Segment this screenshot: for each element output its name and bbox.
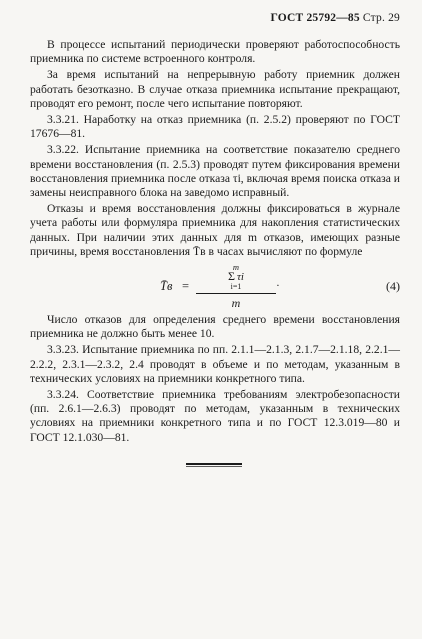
paragraph-3-3-22: 3.3.22. Испытание приемника на соответствие показателю среднего времени восстановления (п. 2.5.3) проводят путем фиксирования времени восстановления приемника после отказа τi, включая время поиска отказа и замены неисправного блока на заведомо исправный. [30, 143, 400, 200]
formula-denominator: m [231, 296, 241, 311]
formula-fraction [196, 263, 276, 310]
formula-number: (4) [386, 279, 400, 294]
paragraph: В процессе испытаний периодически проверяют работоспособность приемника по системе встроенного контроля. [30, 38, 400, 66]
paragraph: Отказы и время восстановления должны фиксироваться в журнале учета работы или формуляра приемника для накопления статистических данных. При наличии этих данных для m отказов, имеющих разные причины, время восстановления T̄в в часах вычисляют по формуле [30, 202, 400, 258]
end-rule-secondary [186, 466, 242, 467]
paragraph: Число отказов для определения среднего времени восстановления приемника не должно быть менее 10. [30, 313, 400, 341]
sum-symbol: Σ [228, 269, 235, 284]
summand: τi [236, 271, 244, 284]
formula-lhs: T̄в [160, 279, 173, 294]
paragraph-3-3-21: 3.3.21. Наработку на отказ приемника (п. 2.5.2) проверяют по ГОСТ 17676—81. [30, 113, 400, 141]
formula-numerator [196, 263, 276, 291]
paragraph-3-3-23: 3.3.23. Испытание приемника по пп. 2.1.1—2.1.3, 2.1.7—2.1.18, 2.2.1—2.2.2, 2.3.1—2.3.2, 2.4 проводят в объеме и по методам, указанным в технических условиях на приемники конкретного типа. [30, 343, 400, 385]
fraction-bar [196, 293, 276, 294]
formula-4 [30, 263, 400, 309]
document-body [30, 38, 400, 447]
page-number: Стр. 29 [362, 12, 400, 24]
sum-lower-limit: i=1 [230, 282, 242, 292]
page-header [271, 12, 401, 24]
standard-number: ГОСТ 25792—85 [270, 12, 360, 24]
paragraph: За время испытаний на непрерывную работу приемник должен работать безотказно. В случае отказа приемника испытание прекращают, проводят его ремонт, после чего испытание повторяют. [30, 68, 400, 110]
formula-equals: = [182, 279, 190, 294]
formula-trailing-dot: · [276, 279, 280, 293]
paragraph-3-3-24: 3.3.24. Соответствие приемника требованиям электробезопасности (пп. 2.6.1—2.6.3) проводят по методам, указанным в технических условиях на приемники конкретного типа и по ГОСТ 12.3.019—80 и ГОСТ 12.1.030—81. [30, 388, 400, 444]
sum-upper-limit: m [232, 262, 240, 273]
end-rule [186, 463, 242, 465]
